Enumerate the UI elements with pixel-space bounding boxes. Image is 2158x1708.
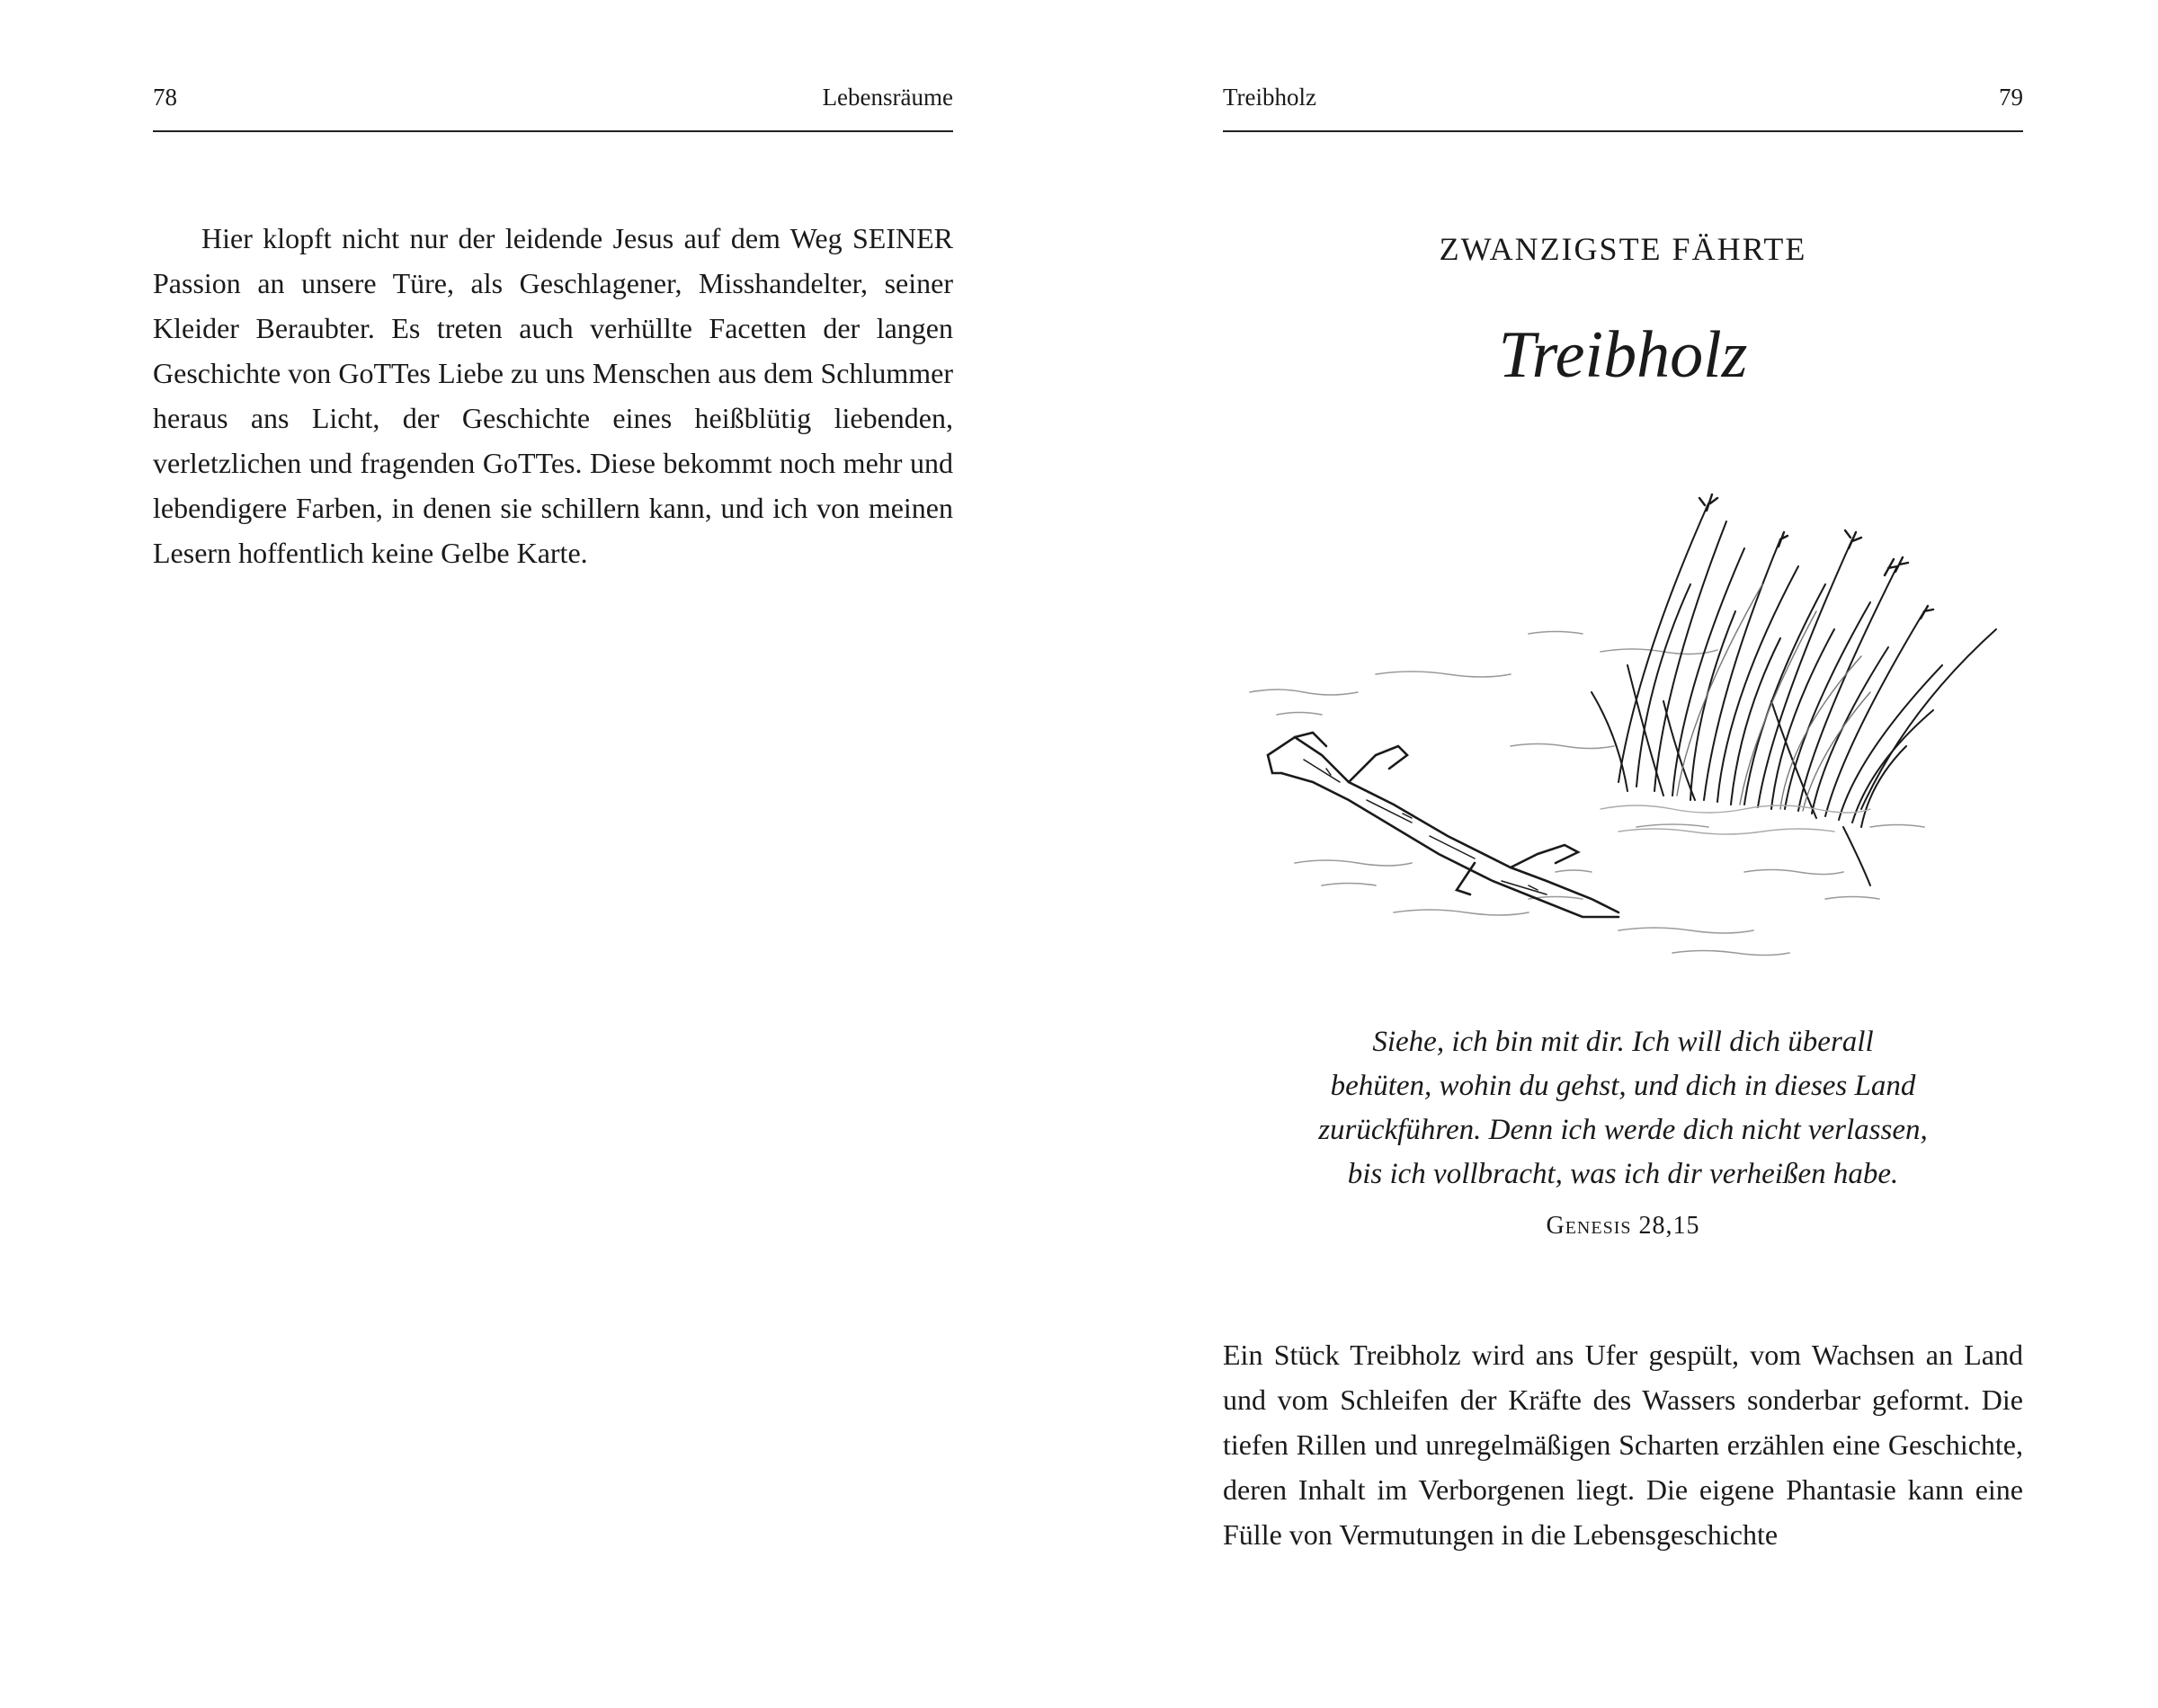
epigraph-line: bis ich vollbracht, was ich dir verheißen habe. xyxy=(1347,1158,1899,1190)
epigraph-citation: Genesis 28,15 xyxy=(1546,1212,1700,1240)
driftwood-reeds-illustration xyxy=(1241,485,2014,989)
body-paragraph-right: Ein Stück Treibholz wird ans Ufer gespült, vom Wachsen an Land und vom Schleifen der Kräfte des Wassers sonderbar geformt. Die tiefen Rillen und unregelmäßigen Scharten erzählen eine Geschichte, deren Inhalt im Verborgenen liegt. Die eigene Phantasie kann eine Fülle von Vermutungen in die Lebensgeschichte xyxy=(1223,1339,2023,1551)
chapter-title: Treibholz xyxy=(1498,318,1748,392)
header-rule-left xyxy=(153,130,953,132)
reed-base-ripples xyxy=(1601,805,1870,834)
running-title-left: Lebensräume xyxy=(822,84,953,111)
epigraph-line: Siehe, ich bin mit dir. Ich will dich überall xyxy=(1372,1026,1874,1058)
epigraph-line: zurückführen. Denn ich werde dich nicht verlassen, xyxy=(1318,1114,1928,1146)
epigraph-line: behüten, wohin du gehst, und dich in dieses Land xyxy=(1330,1070,1916,1102)
running-head-left xyxy=(153,79,953,115)
page-number-left: 78 xyxy=(153,84,177,111)
running-head-right xyxy=(1223,79,2023,115)
reeds xyxy=(1592,503,1996,885)
right-page xyxy=(1079,0,2158,1708)
chapter-label: ZWANZIGSTE FÄHRTE xyxy=(1439,231,1807,267)
body-paragraph-left: Hier klopft nicht nur der leidende Jesus auf dem Weg SEINER Passion an unsere Türe, als Geschlagener, Misshandelter, seiner Kleider Beraubter. Es treten auch verhüllte Facetten der langen Geschichte von GoTTes Liebe zu uns Menschen aus dem Schlummer heraus ans Licht, der Geschichte eines heißblütig liebenden, verletzlichen und fragenden GoTTes. Diese bekommt noch mehr und lebendigere Farben, in denen sie schillern kann, und ich von meinen Lesern hoffentlich keine Gelbe Karte. xyxy=(153,222,953,569)
driftwood xyxy=(1268,733,1618,917)
epigraph xyxy=(1259,1020,1987,1196)
running-title-right: Treibholz xyxy=(1223,84,1317,111)
page-number-right: 79 xyxy=(1999,84,2023,111)
water-ripples xyxy=(1250,632,1924,956)
header-rule-right xyxy=(1223,130,2023,132)
